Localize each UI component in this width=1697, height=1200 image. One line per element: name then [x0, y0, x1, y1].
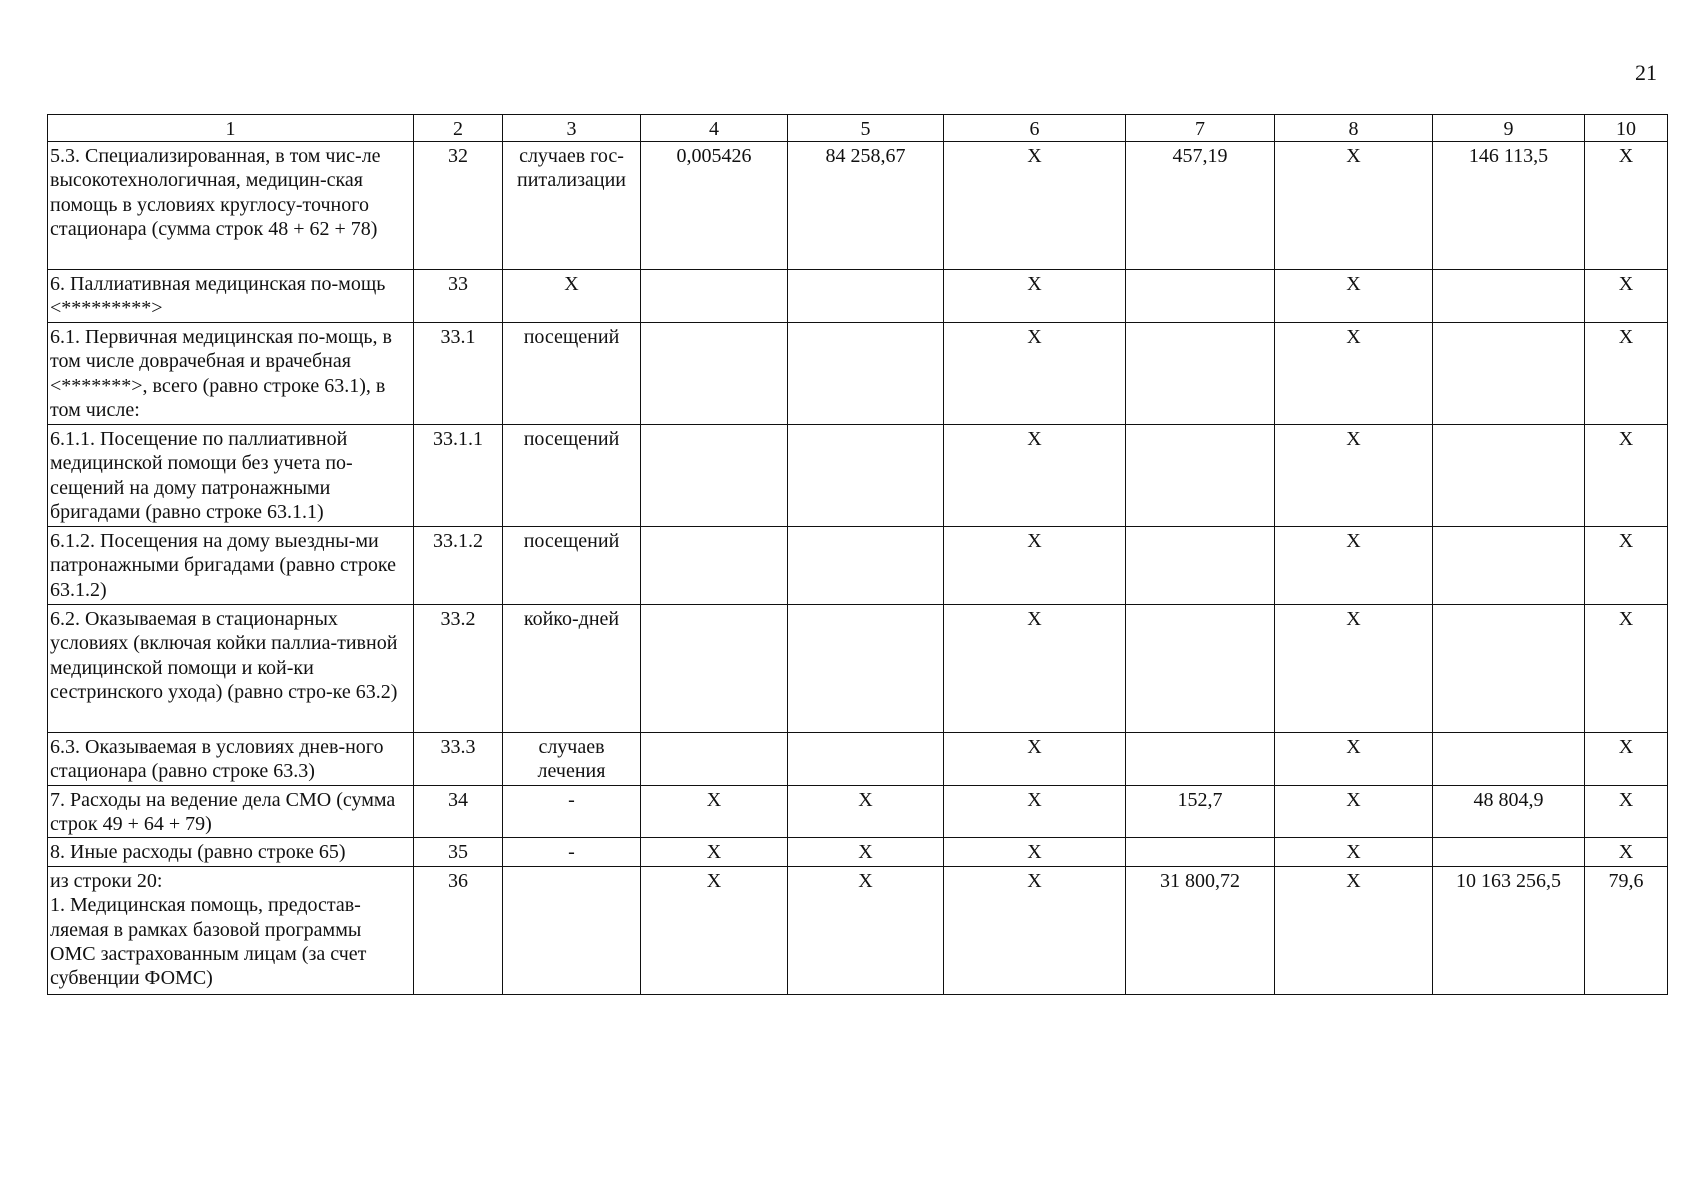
row-code: 34 — [414, 785, 503, 838]
cell-col4 — [641, 732, 788, 785]
column-number: 7 — [1126, 115, 1275, 142]
cell-col10: X — [1585, 142, 1668, 270]
cell-col5 — [788, 732, 944, 785]
row-unit: койко-дней — [503, 604, 641, 732]
cell-col7: 457,19 — [1126, 142, 1275, 270]
table-row — [48, 142, 1668, 270]
data-table — [47, 114, 1668, 995]
column-number: 10 — [1585, 115, 1668, 142]
cell-col7: 31 800,72 — [1126, 866, 1275, 994]
column-number: 1 — [48, 115, 414, 142]
cell-col8: X — [1275, 838, 1433, 866]
row-unit: посещений — [503, 322, 641, 424]
cell-col8: X — [1275, 526, 1433, 604]
cell-col8: X — [1275, 424, 1433, 526]
cell-col6: X — [944, 270, 1126, 323]
row-code: 32 — [414, 142, 503, 270]
cell-col9 — [1433, 270, 1585, 323]
cell-col7 — [1126, 604, 1275, 732]
row-section-label: из строки 20: — [50, 869, 163, 892]
row-code: 33.2 — [414, 604, 503, 732]
row-name-cell — [48, 866, 414, 994]
table-row — [48, 322, 1668, 424]
row-name: 1. Медицинская помощь, предостав-ляемая в рамках базовой программы ОМС застрахованным лицам (за счет субвенции ФОМС) — [50, 894, 367, 990]
table-row — [48, 732, 1668, 785]
cell-col6: X — [944, 785, 1126, 838]
row-code: 33.1.2 — [414, 526, 503, 604]
cell-col6: X — [944, 838, 1126, 866]
cell-col6: X — [944, 526, 1126, 604]
cell-col10: X — [1585, 424, 1668, 526]
column-number: 2 — [414, 115, 503, 142]
cell-col10: X — [1585, 785, 1668, 838]
cell-col5 — [788, 604, 944, 732]
cell-col4: X — [641, 838, 788, 866]
cell-col9: 146 113,5 — [1433, 142, 1585, 270]
cell-col5: X — [788, 866, 944, 994]
row-name: 6.1.1. Посещение по паллиативной медицинской помощи без учета по-сещений на дому патронажными бригадами (равно строке 63.1.1) — [48, 424, 414, 526]
table-row — [48, 785, 1668, 838]
cell-col8: X — [1275, 142, 1433, 270]
row-name: 6.1. Первичная медицинская по-мощь, в том числе доврачебная и врачебная <*******>, всего (равно строке 63.1), в том числе: — [48, 322, 414, 424]
row-unit: посещений — [503, 424, 641, 526]
row-name: 6.2. Оказываемая в стационарных условиях (включая койки паллиа-тивной медицинской помощи и кой-ки сестринского ухода) (равно стро-ке 63.2) — [48, 604, 414, 732]
cell-col7 — [1126, 424, 1275, 526]
table-row — [48, 270, 1668, 323]
row-unit: - — [503, 838, 641, 866]
cell-col9 — [1433, 322, 1585, 424]
cell-col10: 79,6 — [1585, 866, 1668, 994]
cell-col10: X — [1585, 604, 1668, 732]
cell-col4 — [641, 526, 788, 604]
cell-col9 — [1433, 838, 1585, 866]
row-unit: случаев гос-питализации — [503, 142, 641, 270]
column-number: 4 — [641, 115, 788, 142]
column-number: 3 — [503, 115, 641, 142]
row-unit: случаев лечения — [503, 732, 641, 785]
cell-col6: X — [944, 142, 1126, 270]
row-name: 8. Иные расходы (равно строке 65) — [48, 838, 414, 866]
row-unit: посещений — [503, 526, 641, 604]
cell-col8: X — [1275, 270, 1433, 323]
cell-col9 — [1433, 526, 1585, 604]
table-row — [48, 526, 1668, 604]
cell-col8: X — [1275, 604, 1433, 732]
row-code: 33.3 — [414, 732, 503, 785]
row-name: 6.1.2. Посещения на дому выездны-ми патронажными бригадами (равно строке 63.1.2) — [48, 526, 414, 604]
row-code: 33.1.1 — [414, 424, 503, 526]
cell-col8: X — [1275, 785, 1433, 838]
table-row — [48, 604, 1668, 732]
cell-col7 — [1126, 526, 1275, 604]
cell-col10: X — [1585, 526, 1668, 604]
cell-col7: 152,7 — [1126, 785, 1275, 838]
page-number: 21 — [1635, 60, 1657, 85]
cell-col8: X — [1275, 732, 1433, 785]
cell-col5 — [788, 322, 944, 424]
table-row — [48, 838, 1668, 866]
cell-col6: X — [944, 604, 1126, 732]
cell-col5 — [788, 270, 944, 323]
cell-col9 — [1433, 732, 1585, 785]
row-name: 7. Расходы на ведение дела СМО (сумма строк 49 + 64 + 79) — [48, 785, 414, 838]
cell-col10: X — [1585, 270, 1668, 323]
row-unit: - — [503, 785, 641, 838]
cell-col8: X — [1275, 322, 1433, 424]
cell-col10: X — [1585, 838, 1668, 866]
column-number: 5 — [788, 115, 944, 142]
cell-col9 — [1433, 604, 1585, 732]
row-code: 33 — [414, 270, 503, 323]
cell-col7 — [1126, 732, 1275, 785]
cell-col5: 84 258,67 — [788, 142, 944, 270]
cell-col5: X — [788, 838, 944, 866]
row-name: 6. Паллиативная медицинская по-мощь <*********> — [48, 270, 414, 323]
cell-col4: 0,005426 — [641, 142, 788, 270]
cell-col6: X — [944, 322, 1126, 424]
column-number: 6 — [944, 115, 1126, 142]
cell-col9 — [1433, 424, 1585, 526]
table-row — [48, 866, 1668, 994]
cell-col5 — [788, 526, 944, 604]
cell-col7 — [1126, 322, 1275, 424]
row-code: 36 — [414, 866, 503, 994]
cell-col4: X — [641, 785, 788, 838]
row-name: 5.3. Специализированная, в том чис-ле высокотехнологичная, медицин-ская помощь в условиях круглосу-точного стационара (сумма строк 48 + 62 + 78) — [48, 142, 414, 270]
cell-col4 — [641, 322, 788, 424]
row-name: 6.3. Оказываемая в условиях днев-ного стационара (равно строке 63.3) — [48, 732, 414, 785]
cell-col4 — [641, 424, 788, 526]
cell-col7 — [1126, 838, 1275, 866]
cell-col5 — [788, 424, 944, 526]
cell-col7 — [1126, 270, 1275, 323]
row-code: 35 — [414, 838, 503, 866]
cell-col4: X — [641, 866, 788, 994]
cell-col6: X — [944, 732, 1126, 785]
row-unit: X — [503, 270, 641, 323]
cell-col4 — [641, 270, 788, 323]
column-number: 9 — [1433, 115, 1585, 142]
cell-col9: 10 163 256,5 — [1433, 866, 1585, 994]
column-number-row — [48, 115, 1668, 142]
cell-col9: 48 804,9 — [1433, 785, 1585, 838]
column-number: 8 — [1275, 115, 1433, 142]
row-unit — [503, 866, 641, 994]
cell-col6: X — [944, 866, 1126, 994]
table-row — [48, 424, 1668, 526]
cell-col10: X — [1585, 732, 1668, 785]
cell-col8: X — [1275, 866, 1433, 994]
cell-col6: X — [944, 424, 1126, 526]
cell-col4 — [641, 604, 788, 732]
row-code: 33.1 — [414, 322, 503, 424]
cell-col10: X — [1585, 322, 1668, 424]
cell-col5: X — [788, 785, 944, 838]
